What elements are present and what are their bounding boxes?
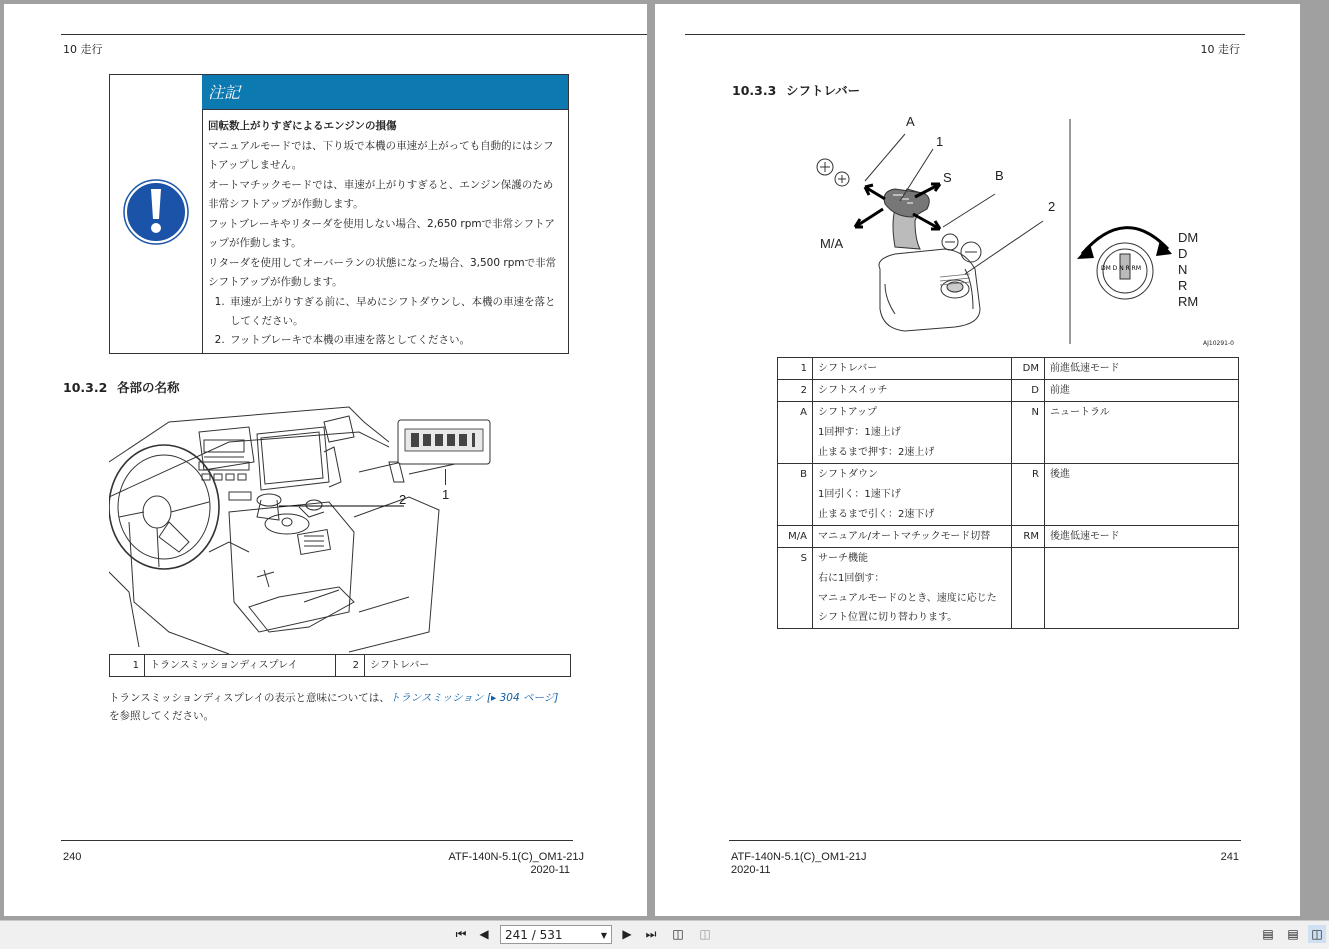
fit-width-icon[interactable]: ◫: [699, 927, 711, 941]
legend-line: シフトアップ: [818, 407, 877, 418]
page-header: 10 走行: [1200, 43, 1240, 56]
table-row: [778, 548, 1239, 629]
legend-num: D: [1012, 380, 1045, 402]
legend-num: R: [1012, 464, 1045, 526]
legend-label: [813, 358, 1012, 380]
notice-steps: [208, 293, 562, 350]
left-legend-table: [109, 654, 571, 677]
legend-label: [813, 548, 1012, 629]
viewer-toolbar: [0, 920, 1329, 949]
callout-1: 1: [442, 487, 450, 502]
section-number: 10.3.3: [732, 83, 777, 98]
legend-num: DM: [1012, 358, 1045, 380]
legend-label: [813, 464, 1012, 526]
section-heading: [63, 378, 180, 396]
legend-line: シフトダウン: [818, 469, 878, 480]
fit-page-icon[interactable]: ◫: [672, 927, 684, 941]
label-1: 1: [936, 134, 944, 149]
legend-label: トランスミッションディスプレイ: [145, 655, 336, 677]
footer-rule: [61, 840, 573, 841]
page-header: 10 走行: [63, 43, 103, 56]
left-page: [4, 4, 647, 916]
mode-label: N: [1178, 262, 1188, 277]
page-number: 241: [1220, 851, 1239, 863]
legend-num: N: [1012, 402, 1045, 464]
legend-line: マニュアル/オートマチックモード切替: [818, 531, 991, 542]
table-row: [778, 526, 1239, 548]
section-title: シフトレバー: [786, 83, 861, 98]
notice-heading: 回転数上がりすぎによるエンジンの損傷: [208, 120, 397, 132]
mode-label: RM: [1178, 294, 1199, 309]
legend-line: 後進低速モード: [1050, 531, 1120, 542]
header-rule: [61, 34, 647, 35]
last-page-icon[interactable]: ⏭: [645, 927, 657, 941]
section-title: 各部の名称: [117, 380, 180, 395]
legend-line: サーチ機能: [818, 553, 868, 564]
legend-label: [1045, 464, 1239, 526]
label-b: B: [995, 168, 1004, 183]
footer-rule: [729, 840, 1241, 841]
legend-line: 1回押す：1速上げ: [818, 427, 901, 438]
legend-label: [1045, 358, 1239, 380]
legend-label: [1045, 380, 1239, 402]
header-rule: [685, 34, 1245, 35]
legend-line: 1回引く：1速下げ: [818, 489, 901, 500]
dashboard-figure: [109, 402, 569, 654]
table-row: [778, 464, 1239, 526]
table-row: [778, 380, 1239, 402]
chevron-down-icon: ▼: [600, 931, 607, 940]
table-row: [110, 655, 571, 677]
right-legend-table: [777, 357, 1239, 629]
footer-date: 2020-11: [530, 864, 570, 876]
legend-line: 止まるまで引く：2速下げ: [818, 509, 935, 520]
legend-line: 右に1回倒す：: [818, 573, 885, 584]
label-s: S: [943, 170, 952, 185]
section-heading: [732, 81, 860, 99]
legend-num: 2: [778, 380, 813, 402]
legend-line: ニュートラル: [1050, 407, 1110, 418]
legend-label: [1045, 548, 1239, 629]
notice-paragraph: フットブレーキやリターダを使用しない場合、2,650 rpmで非常シフトアップが作動します。: [208, 218, 555, 249]
mode-label: R: [1178, 278, 1188, 293]
legend-num: S: [778, 548, 813, 629]
first-page-icon[interactable]: ⏮: [455, 927, 467, 941]
reference-link[interactable]: トランスミッション [▸ 304 ページ]: [389, 692, 559, 704]
legend-label: [813, 526, 1012, 548]
legend-label: [813, 402, 1012, 464]
legend-num: B: [778, 464, 813, 526]
mode-label: DM: [1178, 230, 1199, 245]
dial-label: DM D N R RM: [1100, 265, 1142, 272]
right-page: [655, 4, 1300, 916]
section-number: 10.3.2: [63, 380, 108, 395]
label-ma: M/A: [820, 236, 844, 251]
figure-id: AJ10291-0: [1203, 340, 1234, 347]
exclamation-icon: [110, 75, 202, 353]
reference-paragraph: [109, 689, 579, 725]
reference-text: トランスミッションディスプレイの表示と意味については、: [109, 692, 390, 704]
legend-num: M/A: [778, 526, 813, 548]
notice-icon-column: [110, 75, 203, 353]
next-page-icon[interactable]: ▶: [622, 927, 632, 941]
notice-paragraph: リターダを使用してオーバーランの状態になった場合、3,500 rpmで非常シフトアップが作動します。: [208, 257, 557, 288]
table-row: [778, 358, 1239, 380]
legend-num: A: [778, 402, 813, 464]
notice-paragraph: マニュアルモードでは、下り坂で本機の車速が上がっても自動的にはシフトアップしません。: [208, 140, 554, 171]
notice-step: 2. フットブレーキで本機の車速を落としてください。: [228, 331, 562, 350]
page-number: 240: [63, 851, 82, 863]
legend-label: [1045, 526, 1239, 548]
legend-line: 止まるまで押す：2速上げ: [818, 447, 935, 458]
legend-num: 2: [336, 655, 365, 677]
legend-label: [813, 380, 1012, 402]
label-a: A: [906, 114, 915, 129]
footer-doc: ATF-140N-5.1(C)_OM1-21J: [731, 851, 867, 863]
legend-num: RM: [1012, 526, 1045, 548]
mode-list: [1178, 230, 1198, 310]
two-page-icon[interactable]: ◫: [1308, 925, 1326, 943]
label-2: 2: [1048, 199, 1056, 214]
footer-date: 2020-11: [731, 864, 771, 876]
prev-page-icon[interactable]: ◀: [479, 927, 489, 941]
mode-label: D: [1178, 246, 1188, 261]
continuous-icon[interactable]: ▤: [1287, 927, 1299, 941]
callout-1-line: [445, 469, 446, 485]
footer-doc: ATF-140N-5.1(C)_OM1-21J: [448, 851, 584, 863]
legend-line: マニュアルモードのとき、速度に応じたシフト位置に切り替わります。: [818, 593, 997, 623]
legend-num: [1012, 548, 1045, 629]
table-row: [778, 402, 1239, 464]
single-page-icon[interactable]: ▤: [1262, 927, 1274, 941]
callout-2: 2: [399, 492, 407, 507]
notice-title: 注記: [202, 75, 568, 110]
notice-box: [109, 74, 569, 354]
page-ref-icon: ▸: [490, 692, 497, 704]
legend-line: 前進: [1050, 385, 1070, 396]
legend-num: 1: [778, 358, 813, 380]
notice-paragraph: オートマチックモードでは、車速が上がりすぎると、エンジン保護のため非常シフトアップが作動します。: [208, 179, 554, 210]
legend-line: 前進低速モード: [1050, 363, 1120, 374]
notice-step: 1. 車速が上がりすぎる前に、早めにシフトダウンし、本機の車速を落としてください。: [228, 293, 562, 331]
legend-line: シフトスイッチ: [818, 385, 888, 396]
legend-line: シフトレバー: [818, 363, 878, 374]
legend-num: 1: [110, 655, 145, 677]
legend-label: [1045, 402, 1239, 464]
legend-line: 後進: [1050, 469, 1070, 480]
shift-lever-figure: [815, 109, 1245, 349]
reference-text-end: を参照してください。: [109, 710, 214, 722]
transmission-display-figure: [397, 419, 492, 469]
page-number-select[interactable]: 241 / 531 ▼: [500, 925, 612, 944]
notice-body: [208, 117, 562, 350]
legend-label: シフトレバー: [365, 655, 571, 677]
